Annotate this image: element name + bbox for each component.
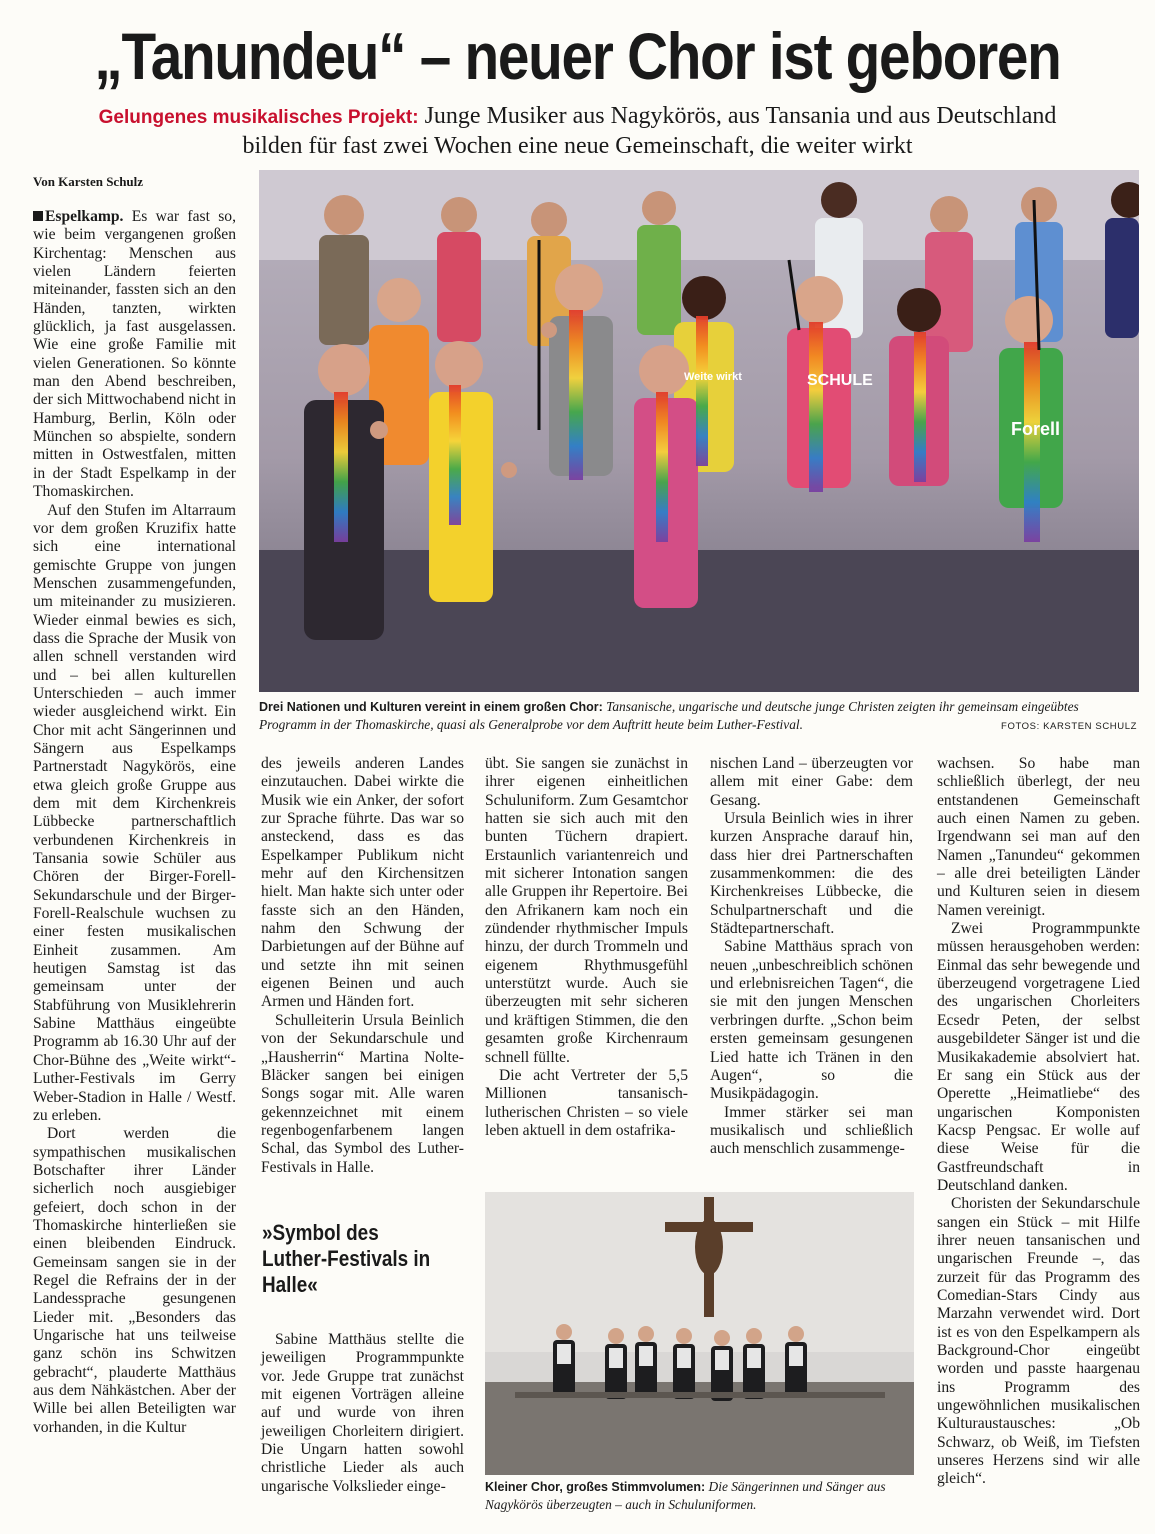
paragraph: nischen Land – überzeugten vor allem mit einer Gabe: dem Gesang.: [710, 755, 913, 809]
paragraph: Zwei Programmpunkte müssen herausgehoben werden: Einmal das sehr bewegende und überzeugend vorgetragene Lied des ungarischen Chorleiters Ecsedr Peten, der selbst ausgebildeter Sänger ist und die Musikakademie absolviert hat. Er sang ein Stück aus der Operette „Heimatliebe“ des ungarischen Komponisten Kacsp Pengsac. Er wolle auf diese Weise für die Gastfreundschaft in Deutschland danken.: [937, 920, 1140, 1194]
caption-text: Tansanische, ungarische und deutsche junge Christen zeigten ihr gemeinsam eingeübtes Programm in der Thomaskirche, quasi als Generalprobe vor dem Auftritt heute beim Luther-Festival.: [259, 699, 1079, 732]
column-2: [261, 755, 464, 1177]
shirt-text: SCHULE: [807, 372, 873, 389]
caption-lead: Kleiner Chor, großes Stimmvolumen:: [485, 1480, 706, 1494]
shirt-text: Weite wirkt: [684, 371, 742, 383]
subhead-line-2: bilden für fast zwei Wochen eine neue Gemeinschaft, die weiter wirkt: [242, 133, 913, 159]
column-3: [485, 755, 688, 1140]
headline: „Tanundeu“ – neuer Chor ist geboren: [94, 19, 1061, 93]
paragraph: Choristen der Sekundarschule sangen ein Stück – mit Hilfe ihrer neuen tansanischen und ungarischen Freunde –, das zurzeit für das Programm des Comedian-Stars Cindy aus Marzahn verwendet wird. Dort ist es von den Espelkampern als Background-Chor eingeübt worden und passte haargenau ins Programm des ungewöhnlichen musikalischen Kulturaustausches: „Ob Schwarz, ob Weiß, im Tiefsten unseres Herzens sind wir alle gleich“.: [937, 1195, 1140, 1488]
pull-quote: »Symbol des Luther-Festivals in Halle«: [262, 1220, 431, 1297]
small-photo: [485, 1192, 914, 1475]
caption-lead: Drei Nationen und Kulturen vereint in einem großen Chor:: [259, 700, 603, 714]
paragraph: Schulleiterin Ursula Beinlich von der Sekundarschule und „Hausherrin“ Martina Nolte-Bläcker sangen bei einigen Songs sogar mit. Alle waren gekennzeichnet mit einem regenbogenfarbenem langen Schal, das Symbol des Luther-Festivals in Halle.: [261, 1011, 464, 1176]
subheadline: [0, 102, 1155, 160]
column-5: [937, 755, 1140, 1489]
shirt-text: Forell: [1011, 419, 1061, 439]
subhead-line-1: Junge Musiker aus Nagykörös, aus Tansania und aus Deutschland: [424, 103, 1057, 129]
main-photo: [259, 170, 1139, 692]
small-choir-photo-illustration: [485, 1192, 914, 1475]
small-photo-caption: [485, 1478, 915, 1513]
caption-text: Die Sängerinnen und Sänger aus Nagykörös überzeugten – auch in Schuluniformen.: [485, 1479, 886, 1512]
paragraph: Ursula Beinlich wies in ihrer kurzen Ansprache darauf hin, dass hier drei Partnerschaften zusammenkommen: die des Kirchenkreises Lübbecke, die Schulpartnerschaft und die Städtepartnerschaft.: [710, 810, 913, 938]
subhead-lead: Gelungenes musikalisches Projekt:: [98, 107, 419, 128]
paragraph: [33, 208, 236, 502]
paragraph: Sabine Matthäus sprach von neuen „unbeschreiblich schönen und erlebnisreichen Tagen“, die sie mit den jungen Menschen verbringen durfte. „Schon beim ersten gemeinsam gesungenen Lied hatte ich Tränen in den Augen“, so die Musikpädagogin.: [710, 938, 913, 1103]
paragraph-text: Es war fast so, wie beim vergangenen großen Kirchentag: Menschen aus vielen Ländern feierten miteinander, fassten sich an den Händen, tanzten, wirkten glücklich, ja fast ausgelassen. Wie eine große Familie mit vielen Generationen. So könnte man den Abend beschreiben, der sich Mittwochabend nicht in Hamburg, Berlin, Köln oder München so abspielte, sondern mitten in Ostwestfalen, mitten in der Stadt Espelkamp in der Thomaskirchen.: [33, 208, 236, 501]
dateline: Espelkamp.: [45, 208, 124, 225]
column-1: [33, 208, 236, 1437]
choir-photo-illustration: [259, 170, 1139, 692]
paragraph: Dort werden die sympathischen musikalischen Botschafter ihrer Länder sicherlich noch ausgiebiger gefeiert, doch schon in der Thomaskirche hinterließen sie einen bleibenden Eindruck. Gemeinsam sangen sie in der Regel die Refrains der in der Landessprache gesungenen Lieder mit. „Besonders das Ungarische hat uns teilweise ganz schön ins Schwitzen gebracht“, plauderte Matthäus aus dem Nähkästchen. Aber der Wille bei allen Beteiligten war vorhanden, in die Kultur: [33, 1125, 236, 1436]
square-bullet-icon: [33, 211, 43, 221]
byline: Von Karsten Schulz: [33, 174, 144, 189]
paragraph: Auf den Stufen im Altarraum vor dem großen Kruzifix hatte sich eine international gemischte Gruppe von jungen Menschen zusammengefunden, um miteinander zu musizieren. Wieder einmal bewies es sich, dass die Sprache der Musik von allen schnell verstanden wird und – bei allen kulturellen Unterschieden – auch immer wieder ausgleichend wirkt. Ein Chor mit acht Sängerinnen und Sängern aus Espelkamps Partnerstadt Nagykörös, eine etwa gleich große Gruppe aus dem mit dem Kirchenkreis Lübbecke partnerschaftlich verbundenen Kirchenkreis in Tansania sowie Schüler aus Chören der Birger-Forell-Sekundarschule und der Birger-Forell-Realschule wuchsen zu einer festen musikalischen Einheit zusammen. Am heutigen Samstag ist das gemeinsam unter der Stabführung von Musiklehrerin Sabine Matthäus eingeübte Programm ab 16.30 Uhr auf der Chor-Bühne des „Weite wirkt“-Luther-Festivals im Gerry Weber-Stadion in Halle / Westf. zu erleben.: [33, 501, 236, 1124]
column-2-continued: [261, 1331, 464, 1496]
paragraph: wachsen. So habe man schließlich überlegt, der neu entstandenen Gemeinschaft auch einen Namen zu geben. Irgendwann sei man auf den Namen „Tanundeu“ gekommen – alle drei beteiligten Länder und Kulturen seien in diesem Namen vereinigt.: [937, 755, 1140, 919]
paragraph: des jeweils anderen Landes einzutauchen. Dabei wirkte die Musik wie ein Anker, der sofort zur Sprache führte. Das war so ansteckend, dass es das Espelkamper Publikum nicht mehr auf den Kirchensitzen hielt. Man hakte sich unter oder fasste sich an den Händen, nahm den Schwung der Darbietungen auf der Bühne auf und setzte ihn mit seinen eigenen Beinen und auch Armen und Händen fort.: [261, 755, 464, 1011]
photo-credit: FOTOS: KARSTEN SCHULZ: [1001, 721, 1137, 732]
paragraph: Sabine Matthäus stellte die jeweiligen Programmpunkte vor. Jede Gruppe trat zunächst mit eigenen Vorträgen alleine auf und wurde von ihren jeweiligen Chorleitern dirigiert. Die Ungarn hatten sowohl christliche Lieder als auch ungarische Volkslieder einge-: [261, 1331, 464, 1495]
paragraph: Immer stärker sei man musikalisch und schließlich auch menschlich zusammenge-: [710, 1103, 913, 1158]
column-4: [710, 755, 913, 1159]
paragraph: übt. Sie sangen sie zunächst in ihrer eigenen einheitlichen Schuluniform. Zum Gesamtchor hatten sie sich auch mit den bunten Tüchern drapiert. Erstaunlich variantenreich und mit sicherer Intonation sangen alle Gruppen ihr Repertoire. Bei den Afrikanern kam noch ein zündender rhythmischer Impuls hinzu, der durch Trommeln und eigenem Rhythmusgefühl unterstützt wurde. Auch sie überzeugten mit sehr sicheren und kräftigen Stimmen, die den gesamten große Kirchenraum schnell füllte.: [485, 755, 688, 1066]
paragraph: Die acht Vertreter der 5,5 Millionen tansanisch-lutherischen Christen – so viele leben aktuell in dem ostafrika-: [485, 1066, 688, 1139]
